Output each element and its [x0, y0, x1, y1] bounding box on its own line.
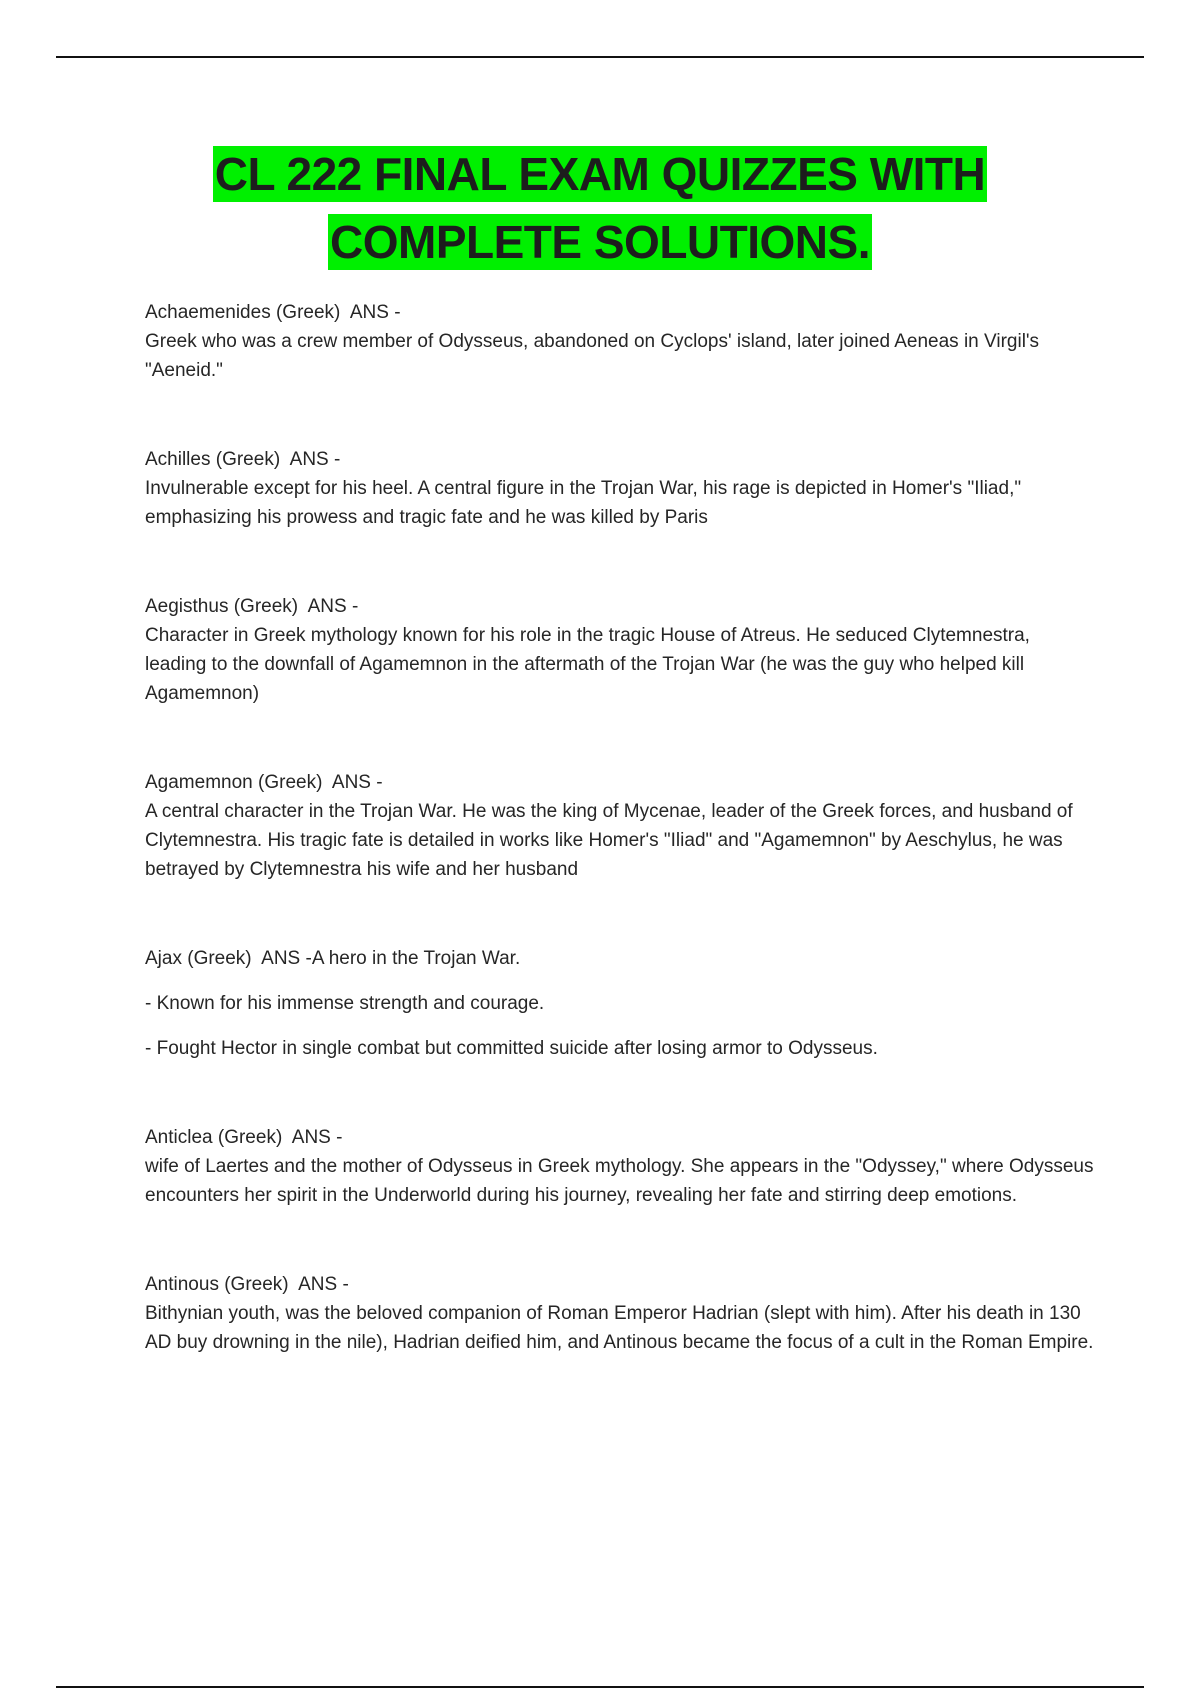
entry-answer: Invulnerable except for his heel. A central figure in the Trojan War, his rage is depicted in Homer's "Iliad," emphasizing his prowess and tragic fate and he was killed by Paris [145, 478, 1022, 528]
entry-bullet: - Fought Hector in single combat but committed suicide after losing armor to Odysseus. [145, 1038, 878, 1059]
qa-entry-aegisthus [145, 592, 1095, 708]
entry-answer: Bithynian youth, was the beloved companion of Roman Emperor Hadrian (slept with him). After his death in 130 AD buy drowning in the nile), Hadrian deified him, and Antinous became the focus of a cult in the Roman Empire. [145, 1303, 1094, 1353]
entry-bullet: - Known for his immense strength and courage. [145, 993, 545, 1014]
title-line-2: COMPLETE SOLUTIONS. [330, 216, 870, 268]
qa-entry-anticlea [145, 1123, 1095, 1210]
entry-answer: Greek who was a crew member of Odysseus, abandoned on Cyclops' island, later joined Aeneas in Virgil's "Aeneid." [145, 331, 1040, 381]
qa-list [145, 298, 1095, 1417]
entry-term: Antinous (Greek) ANS - [145, 1274, 349, 1295]
qa-entry-agamemnon [145, 768, 1095, 884]
entry-term: Ajax (Greek) ANS -A hero in the Trojan War. [145, 948, 521, 969]
qa-entry-ajax [145, 944, 1095, 1063]
qa-entry-achilles [145, 445, 1095, 532]
document-title [0, 146, 1200, 282]
entry-answer: Character in Greek mythology known for his role in the tragic House of Atreus. He seduced Clytemnestra, leading to the downfall of Agamemnon in the aftermath of the Trojan War (he was the guy who helped kill Agamemnon) [145, 625, 1030, 704]
title-line-1: CL 222 FINAL EXAM QUIZZES WITH [214, 148, 986, 200]
entry-term: Achilles (Greek) ANS - [145, 449, 341, 470]
entry-answer: A central character in the Trojan War. He was the king of Mycenae, leader of the Greek forces, and husband of Clytemnestra. His tragic fate is detailed in works like Homer's "Iliad" and "Agamemnon" by Aeschylus, he was betrayed by Clytemnestra his wife and her husband [145, 801, 1073, 880]
qa-entry-antinous [145, 1270, 1095, 1357]
entry-term: Agamemnon (Greek) ANS - [145, 772, 383, 793]
entry-term: Anticlea (Greek) ANS - [145, 1127, 343, 1148]
entry-term: Achaemenides (Greek) ANS - [145, 302, 401, 323]
entry-term: Aegisthus (Greek) ANS - [145, 596, 359, 617]
top-rule [56, 56, 1144, 58]
entry-answer: wife of Laertes and the mother of Odysseus in Greek mythology. She appears in the "Odyssey," where Odysseus encounters her spirit in the Underworld during his journey, revealing her fate and stirring deep emotions. [145, 1156, 1094, 1206]
bottom-rule [56, 1686, 1144, 1688]
qa-entry-achaemenides [145, 298, 1095, 385]
